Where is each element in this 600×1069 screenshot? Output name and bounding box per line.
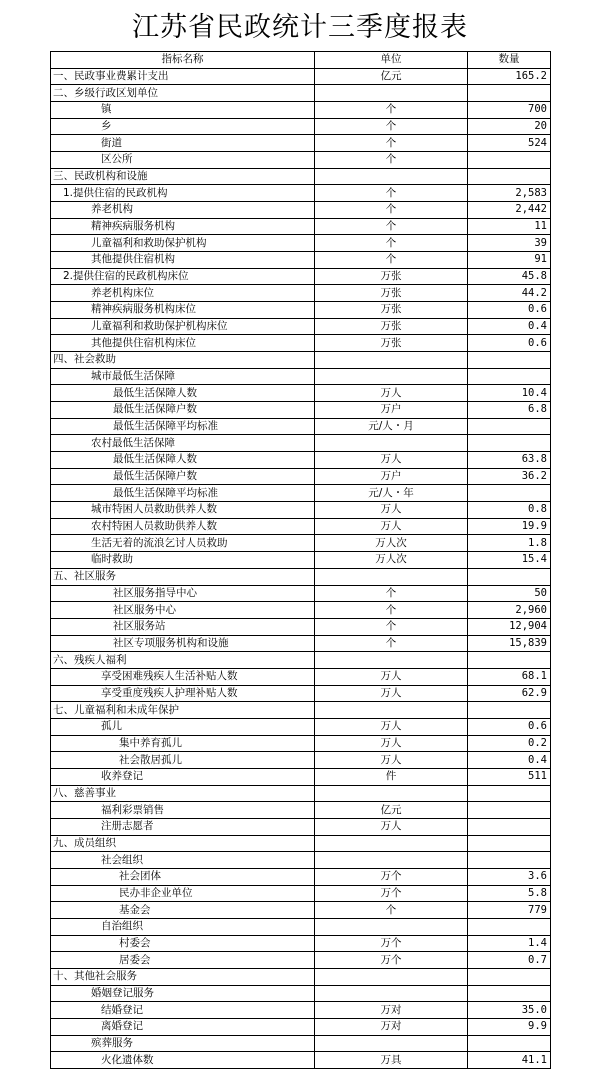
indicator-value: 68.1 [468,668,551,685]
indicator-name: 乡 [51,118,315,135]
table-row [51,502,551,519]
indicator-value: 0.4 [468,318,551,335]
indicator-value [468,485,551,502]
indicator-value: 0.8 [468,502,551,519]
indicator-unit: 个 [315,102,468,119]
indicator-name: 1.提供住宿的民政机构 [51,185,315,202]
table-row [51,618,551,635]
indicator-unit: 亿元 [315,802,468,819]
indicator-unit: 万张 [315,318,468,335]
indicator-name: 一、民政事业费累计支出 [51,68,315,85]
indicator-value [468,818,551,835]
indicator-name: 三、民政机构和设施 [51,168,315,185]
indicator-name: 十、其他社会服务 [51,968,315,985]
table-row [51,135,551,152]
indicator-name: 社区服务中心 [51,602,315,619]
indicator-value: 165.2 [468,68,551,85]
table-row [51,302,551,319]
table-row [51,785,551,802]
table-row [51,152,551,169]
table-row [51,318,551,335]
indicator-value: 779 [468,902,551,919]
indicator-unit: 个 [315,602,468,619]
indicator-unit: 万个 [315,885,468,902]
indicator-value: 0.2 [468,735,551,752]
indicator-name: 农村特困人员救助供养人数 [51,518,315,535]
indicator-name: 民办非企业单位 [51,885,315,902]
table-row [51,168,551,185]
indicator-value: 20 [468,118,551,135]
table-body [51,68,551,1068]
indicator-name: 社会团体 [51,868,315,885]
indicator-value [468,802,551,819]
indicator-unit: 亿元 [315,68,468,85]
table-row [51,385,551,402]
indicator-name: 最低生活保障户数 [51,468,315,485]
indicator-value: 0.6 [468,335,551,352]
indicator-name: 六、残疾人福利 [51,652,315,669]
indicator-value [468,418,551,435]
table-row [51,735,551,752]
indicator-value [468,918,551,935]
table-row [51,418,551,435]
indicator-value: 36.2 [468,468,551,485]
table-row [51,1002,551,1019]
indicator-name: 五、社区服务 [51,568,315,585]
indicator-unit [315,368,468,385]
indicator-value: 2,442 [468,202,551,219]
indicator-name: 社区服务站 [51,618,315,635]
indicator-name: 集中养育孤儿 [51,735,315,752]
indicator-value: 0.6 [468,718,551,735]
indicator-value: 10.4 [468,385,551,402]
table-row [51,468,551,485]
indicator-value [468,568,551,585]
indicator-value: 3.6 [468,868,551,885]
indicator-value: 511 [468,768,551,785]
indicator-value: 44.2 [468,285,551,302]
table-row [51,552,551,569]
indicator-name: 生活无着的流浪乞讨人员救助 [51,535,315,552]
indicator-value [468,368,551,385]
indicator-unit: 个 [315,185,468,202]
table-row [51,818,551,835]
indicator-value: 15,839 [468,635,551,652]
indicator-value [468,168,551,185]
indicator-name: 自治组织 [51,918,315,935]
table-row [51,202,551,219]
indicator-unit [315,652,468,669]
indicator-value: 6.8 [468,402,551,419]
table-row [51,335,551,352]
indicator-value: 91 [468,252,551,269]
indicator-name: 婚姻登记服务 [51,985,315,1002]
indicator-name: 精神疾病服务机构 [51,218,315,235]
indicator-name: 居委会 [51,952,315,969]
header-name: 指标名称 [51,52,315,69]
indicator-unit: 个 [315,135,468,152]
indicator-unit: 万人 [315,735,468,752]
table-row [51,752,551,769]
table-row [51,968,551,985]
indicator-name: 离婚登记 [51,1018,315,1035]
indicator-value: 39 [468,235,551,252]
table-row [51,518,551,535]
indicator-name: 养老机构 [51,202,315,219]
indicator-value: 9.9 [468,1018,551,1035]
indicator-value: 2,960 [468,602,551,619]
indicator-value [468,968,551,985]
table-row [51,402,551,419]
table-row [51,218,551,235]
indicator-name: 社会组织 [51,852,315,869]
table-row [51,768,551,785]
header-unit: 单位 [315,52,468,69]
indicator-name: 最低生活保障人数 [51,385,315,402]
indicator-unit: 万人 [315,502,468,519]
indicator-value: 15.4 [468,552,551,569]
indicator-name: 八、慈善事业 [51,785,315,802]
indicator-unit: 个 [315,618,468,635]
indicator-unit [315,435,468,452]
indicator-unit: 个 [315,202,468,219]
indicator-name: 农村最低生活保障 [51,435,315,452]
table-row [51,535,551,552]
indicator-unit: 件 [315,768,468,785]
table-row [51,902,551,919]
table-row [51,452,551,469]
indicator-value [468,652,551,669]
indicator-unit [315,852,468,869]
indicator-name: 养老机构床位 [51,285,315,302]
indicator-name: 四、社会救助 [51,352,315,369]
table-row [51,685,551,702]
indicator-unit: 万人 [315,718,468,735]
indicator-unit: 个 [315,152,468,169]
table-row [51,68,551,85]
indicator-name: 街道 [51,135,315,152]
table-row [51,868,551,885]
indicator-name: 镇 [51,102,315,119]
table-row [51,585,551,602]
indicator-unit: 个 [315,635,468,652]
indicator-name: 最低生活保障平均标准 [51,485,315,502]
indicator-value: 50 [468,585,551,602]
table-row [51,635,551,652]
indicator-unit [315,985,468,1002]
table-row [51,952,551,969]
report-title: 江苏省民政统计三季度报表 [132,12,468,43]
indicator-unit: 万个 [315,935,468,952]
table-row [51,368,551,385]
table-row [51,668,551,685]
table-header-row [51,52,551,69]
table-row [51,252,551,269]
indicator-unit [315,352,468,369]
indicator-name: 城市最低生活保障 [51,368,315,385]
indicator-name: 注册志愿者 [51,818,315,835]
indicator-name: 儿童福利和救助保护机构床位 [51,318,315,335]
indicator-unit [315,835,468,852]
table-row [51,102,551,119]
table-row [51,185,551,202]
table-row [51,918,551,935]
indicator-unit [315,968,468,985]
indicator-unit: 万具 [315,1052,468,1069]
indicator-name: 其他提供住宿机构床位 [51,335,315,352]
indicator-name: 七、儿童福利和未成年保护 [51,702,315,719]
indicator-unit: 万张 [315,335,468,352]
indicator-value [468,1035,551,1052]
indicator-value: 41.1 [468,1052,551,1069]
indicator-unit: 元/人・月 [315,418,468,435]
indicator-name: 福利彩票销售 [51,802,315,819]
indicator-unit: 万人 [315,518,468,535]
table-row [51,118,551,135]
indicator-value [468,985,551,1002]
indicator-unit: 万张 [315,302,468,319]
indicator-name: 精神疾病服务机构床位 [51,302,315,319]
indicator-unit: 万人 [315,668,468,685]
indicator-name: 社区专项服务机构和设施 [51,635,315,652]
table-row [51,718,551,735]
table-row [51,485,551,502]
indicator-name: 区公所 [51,152,315,169]
indicator-name: 享受重度残疾人护理补贴人数 [51,685,315,702]
table-row [51,235,551,252]
indicator-value: 0.6 [468,302,551,319]
indicator-name: 最低生活保障平均标准 [51,418,315,435]
table-row [51,935,551,952]
table-row [51,1052,551,1069]
table-row [51,802,551,819]
indicator-unit: 万人 [315,752,468,769]
table-row [51,702,551,719]
indicator-unit: 个 [315,252,468,269]
indicator-unit [315,85,468,102]
indicator-value: 45.8 [468,268,551,285]
indicator-unit: 万人 [315,452,468,469]
indicator-unit [315,168,468,185]
indicator-value: 11 [468,218,551,235]
indicator-value [468,352,551,369]
indicator-name: 收养登记 [51,768,315,785]
indicator-value [468,85,551,102]
table-row [51,352,551,369]
indicator-unit: 万对 [315,1018,468,1035]
indicator-value [468,702,551,719]
indicator-value: 5.8 [468,885,551,902]
indicator-unit [315,1035,468,1052]
table-row [51,285,551,302]
indicator-unit: 万人次 [315,552,468,569]
indicator-unit: 万人 [315,818,468,835]
indicator-value: 19.9 [468,518,551,535]
table-row [51,435,551,452]
indicator-name: 九、成员组织 [51,835,315,852]
indicator-name: 临时救助 [51,552,315,569]
indicator-unit: 个 [315,118,468,135]
indicator-value [468,435,551,452]
indicator-unit: 万个 [315,952,468,969]
indicator-name: 最低生活保障户数 [51,402,315,419]
indicator-name: 火化遗体数 [51,1052,315,1069]
indicator-name: 孤儿 [51,718,315,735]
indicator-unit [315,785,468,802]
indicator-unit [315,568,468,585]
indicator-name: 二、乡级行政区划单位 [51,85,315,102]
indicator-value: 700 [468,102,551,119]
indicator-name: 城市特困人员救助供养人数 [51,502,315,519]
indicator-unit: 万户 [315,468,468,485]
indicator-value: 524 [468,135,551,152]
indicator-name: 结婚登记 [51,1002,315,1019]
header-value: 数量 [468,52,551,69]
indicator-name: 社会散居孤儿 [51,752,315,769]
indicator-value: 62.9 [468,685,551,702]
table-row [51,268,551,285]
indicator-value [468,835,551,852]
indicator-name: 基金会 [51,902,315,919]
indicator-name: 享受困难残疾人生活补贴人数 [51,668,315,685]
indicator-unit: 万张 [315,285,468,302]
indicator-name: 其他提供住宿机构 [51,252,315,269]
indicator-unit: 个 [315,218,468,235]
indicator-unit: 个 [315,235,468,252]
indicator-name: 殡葬服务 [51,1035,315,1052]
indicator-value: 0.7 [468,952,551,969]
indicator-name: 儿童福利和救助保护机构 [51,235,315,252]
indicator-value [468,852,551,869]
table-row [51,1018,551,1035]
indicator-value: 1.4 [468,935,551,952]
indicator-value: 35.0 [468,1002,551,1019]
indicator-value [468,785,551,802]
indicator-value [468,152,551,169]
indicator-name: 2.提供住宿的民政机构床位 [51,268,315,285]
table-row [51,835,551,852]
indicator-value: 0.4 [468,752,551,769]
table-row [51,85,551,102]
table-row [51,885,551,902]
report-table [50,51,551,1069]
indicator-value: 12,904 [468,618,551,635]
table-row [51,602,551,619]
indicator-unit [315,918,468,935]
table-row [51,1035,551,1052]
indicator-unit: 个 [315,585,468,602]
indicator-name: 社区服务指导中心 [51,585,315,602]
indicator-unit: 元/人・年 [315,485,468,502]
indicator-value: 2,583 [468,185,551,202]
table-row [51,568,551,585]
indicator-unit [315,702,468,719]
indicator-value: 63.8 [468,452,551,469]
indicator-unit: 万个 [315,868,468,885]
table-row [51,985,551,1002]
indicator-name: 最低生活保障人数 [51,452,315,469]
indicator-unit: 万张 [315,268,468,285]
indicator-unit: 个 [315,902,468,919]
indicator-unit: 万人 [315,685,468,702]
indicator-unit: 万人次 [315,535,468,552]
table-row [51,652,551,669]
table-row [51,852,551,869]
indicator-name: 村委会 [51,935,315,952]
indicator-value: 1.8 [468,535,551,552]
indicator-unit: 万户 [315,402,468,419]
indicator-unit: 万人 [315,385,468,402]
indicator-unit: 万对 [315,1002,468,1019]
